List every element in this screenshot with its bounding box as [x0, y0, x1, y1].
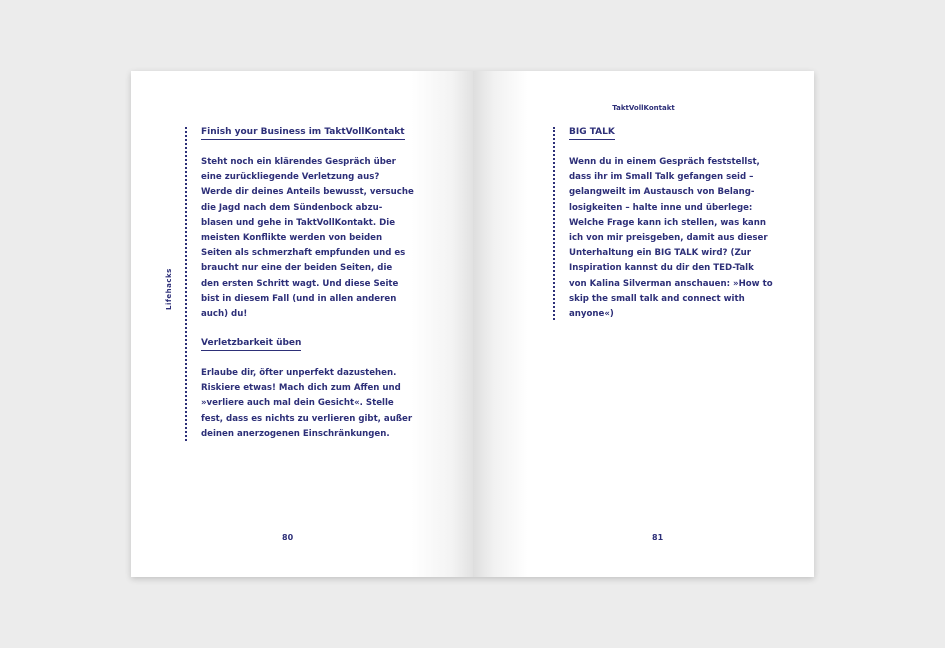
text-line: blasen und gehe in TaktVollKontakt. Die [201, 217, 396, 228]
text-line: losigkeiten – halte inne und überlege: [569, 202, 753, 213]
text-line: eine zurückliegende Verletzung aus? [201, 172, 380, 183]
text-line: Wenn du in einem Gespräch feststellst, [569, 157, 760, 167]
text-line: Erlaube dir, öfter unperfekt dazustehen. [201, 368, 397, 378]
page-number-right: 81 [652, 533, 664, 542]
text-line: deinen anerzogenen Einschränkungen. [201, 428, 390, 439]
text-line: Riskiere etwas! Mach dich zum Affen und [201, 383, 401, 394]
text-line: Welche Frage kann ich stellen, was kann [569, 217, 766, 228]
dotted-margin-rule [553, 127, 555, 320]
text-line: den ersten Schritt wagt. Und diese Seite [201, 278, 399, 289]
text-line: die Jagd nach dem Sündenbock abzu- [201, 202, 383, 213]
text-line: anyone«) [569, 309, 614, 320]
text-line: Inspiration kannst du dir den TED-Talk [569, 263, 754, 274]
text-line: Steht noch ein klärendes Gespräch über [201, 157, 396, 167]
text-line: fest, dass es nichts zu verlieren gibt, außer [201, 413, 413, 424]
section-heading-finish-business: Finish your Business im TaktVollKontakt [201, 127, 405, 140]
open-book [131, 71, 814, 577]
text-line: Seiten als schmerzhaft empfunden und es [201, 248, 406, 259]
right-page [473, 71, 814, 577]
section-body-big-talk [569, 155, 773, 322]
text-line: dass ihr im Small Talk gefangen seid – [569, 172, 754, 183]
section-heading-big-talk: BIG TALK [569, 127, 615, 140]
text-line: von Kalina Silverman anschauen: »How to [569, 278, 773, 289]
text-line: skip the small talk and connect with [569, 293, 745, 304]
running-head: TaktVollKontakt [612, 104, 675, 112]
text-line: braucht nur eine der beiden Seiten, die [201, 263, 393, 274]
text-line: ich von mir preisgeben, damit aus dieser [569, 233, 768, 244]
section-body-finish-business [201, 155, 414, 322]
side-label: Lifehacks [165, 268, 173, 310]
section-body-verletzbarkeit [201, 366, 412, 442]
text-line: auch) du! [201, 309, 248, 320]
left-page [131, 71, 473, 577]
text-line: Werde dir deines Anteils bewusst, versuche [201, 187, 414, 198]
text-line: »verliere auch mal dein Gesicht«. Stelle [201, 398, 394, 409]
page-number-left: 80 [282, 533, 294, 542]
text-line: Unterhaltung ein BIG TALK wird? (Zur [569, 248, 752, 259]
text-line: gelangweilt im Austausch von Belang- [569, 187, 755, 198]
text-line: bist in diesem Fall (und in allen anderen [201, 293, 397, 304]
dotted-margin-rule [185, 127, 187, 441]
text-line: meisten Konflikte werden von beiden [201, 233, 383, 244]
section-heading-verletzbarkeit: Verletzbarkeit üben [201, 338, 301, 351]
